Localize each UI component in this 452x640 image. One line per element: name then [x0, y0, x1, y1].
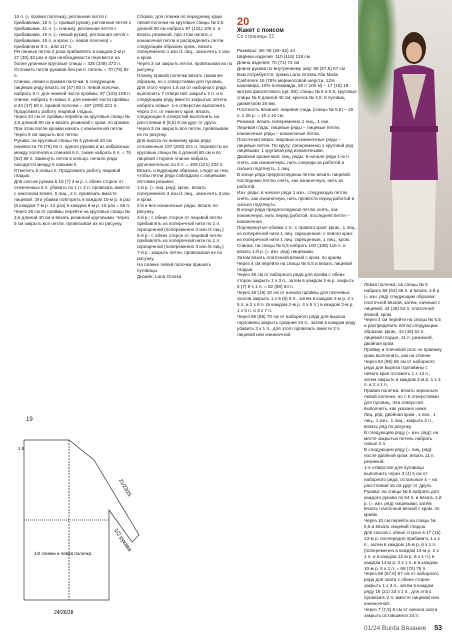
pattern-header [237, 16, 355, 40]
text-column-4: Левая полочка: на спицы № 5 набрать 58 (62) 66 п. и вязать 1-й р. (= изн. ряд) следующим образом: платочной вязкой, затем, начиная с лицевой, 44 (48) 52 п. платочной вязкой, кром. Через 4 см перейти на спицы № 5,5 и распределить петли следующим образом: кром., 44 (48) 52 п. лицевой гладью, 11 п. резинкой, двойная кром. Пройму и плечевой скос по правому краю выполнить, как на спинке. Через 64 (65) 66 см от наборного ряда для выреза горловины с левого края отложить 1 x 13 п., затем закрыть в каждом 2-м р. 1 x 3 п. и 2 x 1 п. Правая полочка: вязать зеркально левой полочке, но с 5 отверстиями для пуговиц. Эти отверстия выполнить, как указано ниже. Лиц. ряд: двойная кром., 1 изн., 1 лиц., 1 изн., 1 лиц., закрыть 2 п., вязать ряд по рисунку. В следующем ряду (= изн. ряд): на месте закрытых петель набрать новые 2 п. В следующем ряду (= лиц. ряд): после двойной кром. вязать 11 п. резинкой. 1-е отверстие для пуговицы выполнить через 3 (4) 6 см от наборного ряда, остальные 4 – на расстоянии 15 см друг от друга. Рукава: на спицы № 5 набрать для каждого рукава по 54 п. и вязать 1-й р. (= изн. ряд) лицевыми, затем вязать платочной вязкой с кром. по краям. Через 10 см перейти на спицы № 5,5 и вязать лицевой гладью. Для скосов с обеих сторон в 17 (15) 13-м р. поочередно прибавить 1 x 1 п., затем в каждом 16-м р. 6 x 1 п. (попеременно в каждом 14-м р. 2 x 1 п. и в каждом 12-м р. 6 x 1 п.) в каждом 12-м р. 2 x 1 п. и в каждом 10-м р. 6 x 1 п. = 68 (72) 76 п. Через 58 (57,5) 57 см от наборного ряда для оката с обеих сторон закрыть 1 x 3 п., затем в каждом ряду 19 (21) 23 x 1 п., для этого провязать 2 п. вместе лицевой или изнаночной. Через 7 (7,5) 8 см от начала оката закрыть оставшиеся 24 п. [364, 282, 442, 618]
diagram-body-label: 1/2 спинки и левая полочка [34, 551, 92, 556]
diagram-sleeve-label: 1/2 рукава [112, 527, 133, 553]
text-column-3: Размеры: 36–38 (40–42) 44 Ширина изделия: 110 (118) 126 см Длина изделия: 70 (71) 72 см Длина рукава по внутреннему шву: 58 (57,5) 57 см Вам потребуется: пряжа Lana Grossa Alta Moda Cashmere 16 (78% мериносовой шерсти, 12% кашемира, 10% полиамида, 50 г/ 100 м) – 17 (18) 19 мотков фиолетового (цв. 60); спицы № 5 и 5,5; круговые спицы № 5 длиной 40 см; крючок № 4,5; 5 пуговиц диаметром 26 мм. Плотность вязания: лицевая гладь (спицы № 5,5) – 18 п. x 26 р. = 10 x 10 см. Резинка: вязать попеременно 1 лиц., 1 изн. Лицевая гладь: лицевые ряды – лицевые петли, изнаночные ряды – изнаночные петли. Платочная вязка: лицевые и изнаночные ряды – лицевые петли. По кругу: попеременно 1 круговой ряд лицевыми, 1 круговой ряд изнаночными. Двойная кромочная: лиц. ряды: в начале ряда 1-ю п. снять, как изнаночную, нить спереди за работой и сильно подтянуть, 1 лиц. В конце ряда предпоследнюю петлю вязать лицевой, последнюю петлю снять, как изнаночную, нить за работой. Изн. ряды: в начале ряда 1 изн., следующую петлю снять, как изнаночную, нить провести перед работой и сильно подтянуть. В конце ряда предпоследнюю петлю снять, как изнаночную, нить перед работой, последняя петля – изнаночная. Подчеркнутые убавки 1 п.: с правого края: кром., 1 лиц., из поперечной нити 1 лиц. скрещенная; с левого края: из поперечной нити 1 лиц. скрещенная, 1 лиц., кром. Спинка: на спицы № 5,5 набрать 100 (108) 116 п. и вязать 1-й р. (= изн. ряд) лицевыми. Затем вязать платочной вязкой с кром. по краям. Через 4 см перейти на спицы № 5,5 и вязать лицевой гладью. Через 48 см от наборного ряда для пройм с обеих сторон закрыть 1 x 3 п., затем в каждом 2-м р. закрыть 6 (7) 8 x 1 п. = 82 (88) 94 п. Через 18 (19) 20 см от начала проймы для плечевых скосов закрыть 1 x 5 (6) 6 п., затем в каждом 2-м р. 2 x 5 п. и 2 x 6 п. (в каждом 2-м р. 4 x 6 п.) в каждом 2-м р. 1 x 6 п. и 3 x 7 п. Через 68 (69) 70 см от наборного ряда для выреза горловины закрыть средние 22 п., затем в каждом ряду убавить 3 x 1 п., для этого провязать вместе 2 п. лицевой или изнаночной. [237, 48, 357, 337]
diagram-label: 19 [26, 417, 33, 423]
model-photo [358, 0, 452, 278]
model-figure [380, 30, 440, 270]
page-reference: Со страницы 22 [237, 34, 275, 40]
diagram-measure-top: 21/23/25 [117, 478, 133, 498]
pattern-number: 20 [237, 16, 250, 28]
issue-label: 01/24 Burda Вязание [363, 625, 427, 632]
text-column-2: Сборка: для планки по переднему краю левой полочки на круговые спицы № 3,5 длиной 80 см набрать 97 (101) 105 п. и вязать резинкой, при этом начать с изнаночной петли и распределить петли следующим образом: кром., вязать попеременно 1 изн./1 лиц., закончить 1 изн. и кром. Через 3 см закрыть петли, провязывая их по рисунку. Планку правой полочки вязать таким же образом, но с отверстиями для пуговиц. Для этого через 1,5 см от наборного ряда выполнить 7 отверстий: закрыть 2 п. и в следующем ряду вместо закрытых петель набрать новые. 1-е отверстие выполнить через 2 п. от нижнего края, вязать, следующие 6 отверстий выполнить на расстоянии 8 (8,5) 9 см друг от друга. Через 3 см закрыть все петли, провязывая их по рисунку. Для ворота по нижнему краю ряда отложенные 197 (209) 221 п. перевести на круговые спицы № 4 длиной 80 см и по лицевой стороне планок набрать дополнительно по 6 п. = 209 (221) 233 п. Вязать следующим образом, следя за тем, чтобы петли ряда совпадали с лицевыми петлями резинки: 1-й р. (= лиц. ряд): кром., вязать попеременно 3 изн./1 лиц., закончить 3 изн. и кром. 2-й и все изнаночные ряды: вязать по рисунку. 3-й р.: с обеих сторон от лицевой петли прибавлять из поперечной нити по 1 п. скрещенной (попеременно 3 изн./3 лиц.) 5-й р.: с обеих сторон от лицевой петли прибавлять из поперечной нити по 1 п. скрещенной (попеременно 3 изн./5 лиц.) 7-й р.: закрыть петли, провязывая их по рисунку. На планке левой полочки пришить пуговицы. Дизайн: Lana Grossa [137, 14, 233, 279]
page-number: 53 [434, 625, 442, 632]
page-footer [364, 625, 442, 632]
diagram-width: 24/26/28 [54, 610, 74, 616]
pattern-diagram [14, 420, 174, 620]
pattern-title: Жакет с поясом [237, 28, 284, 34]
diagram-measure-side: 1,5 [18, 446, 25, 451]
text-column-1: 15 п. (= правая полочка), регланная петля с прибавками, 16 п. (= правый рукав), регланная петля с прибавками, 41 п. (= спинка), регланная петля с прибавками, 16 п. (= левый рукав), регланная петля с прибавками, 15 п. и кром. (= левая полочка) = прибавлено 8 п., или 117 п. Регланные петли 2 раза прибавлять в каждом 2-м р. 27 (30) 33 раз и при необходимости перевести на более длинные круговые спицы = 325 (349) 373 п. Отложить петли рукавов без регл. петель = 70 (76) 82 п. Спинка, левая и правая полочки: в следующем лицевом ряду вязать 44 (47) 50 п. левой полочки, набрать 6 п. для нижней части проймы, 97 (103) 109 п. спинки, набрать 6 новых п. для нижней части проймы и 44 (47) 50 п. правой полочки = 197 (209) 221 п. Продолжить работу лицевой гладью. Через 24 см от проймы перейти на круговые спицы № 3,5 длиной 80 см и вязать резинкой с кром. по кромке. При этом после кромки начать с изнаночной петли. Через 5 см закрыть все петли. Рукава: на круговые спицы № 4 длиной 40 см перевести 70 (76) 82 п. одного рукава и из набранных между полочкой и спинкой 6 п. также набрать 6 п. = 76 (82) 88 п. Замкнуть петли в кольцо, начало ряда находится между 6 новыми п. Отметить 6 новых п. Продолжить работу лицевой гладью. Для скосов рукава в 10 (7) 3-м р. с обеих сторон от отмеченных 6 п. убавить по 1 п. 2 п. провязать вместе с наклоном влево, 6 лиц., 2 п. провязать вместе лицевой. Эти убавки повторять в каждом 10-м р. 9 раз (в каждом 7-м р. 12 раз) в каждом 6-м р. 15 раз = 56 п. Через 36 см от проймы перейти на круговые спицы № 3,5 длиной 40 см и вязать резинкой круговыми. Через 5 см закрыть все петли, провязывая их по рисунку. [14, 14, 132, 226]
